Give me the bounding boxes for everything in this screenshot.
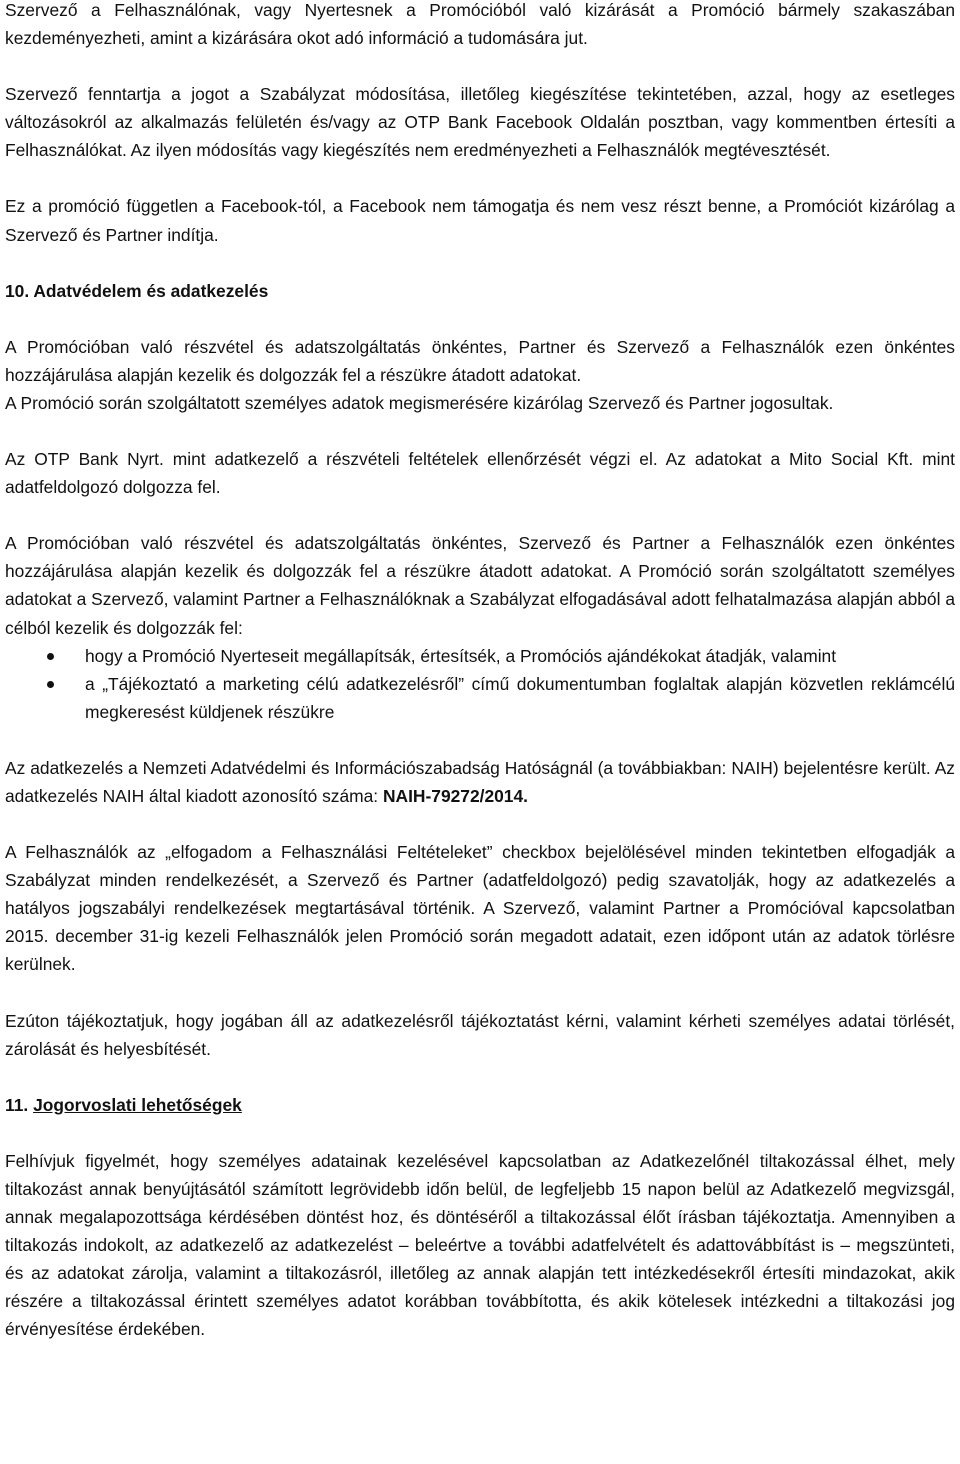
- paragraph-processing-purpose: A Promócióban való részvétel és adatszolgáltatás önkéntes, Szervező és Partner a Felhasználók ezen önkéntes hozzájárulása alapján kezelik és dolgozzák fel a részükre átadott adatokat. A Promóció során szolgáltatott személyes adatokat a Szervező, valamint Partner a Felhasználóknak a Szabályzat elfogadásával adott felhatalmazása alapján abból a célból kezelik és dolgozzák fel:: [5, 533, 955, 638]
- section-10-title: Adatvédelem és adatkezelés: [33, 280, 269, 301]
- section-11-heading: [5, 1091, 955, 1119]
- section-10-heading: [5, 277, 955, 305]
- paragraph-exclusion: Szervező a Felhasználónak, vagy Nyertesnek a Promócióból való kizárását a Promóció bármely szakaszában kezdeményezheti, amint a kizárására okot adó információ a tudomására jut.: [5, 0, 955, 49]
- paragraph-naih-registration: [5, 754, 955, 810]
- bullet-icon: [47, 681, 54, 688]
- section-10-number: 10.: [5, 280, 30, 301]
- paragraph-rule-modification: Szervező fenntartja a jogot a Szabályzat módosítása, illetőleg kiegészítése tekintetében, azzal, hogy az esetleges változásokról az alkalmazás felületén és/vagy az OTP Bank Facebook Oldalán posztban, vagy kommentben értesíti a Felhasználókat. Az ilyen módosítás vagy kiegészítés nem eredményezheti a Felhasználók megtévesztését.: [5, 84, 955, 161]
- naih-text: Az adatkezelés a Nemzeti Adatvédelmi és Információszabadság Hatóságnál (a továbbiakban: NAIH) bejelentésre került. Az adatkezelés NAIH által kiadott azonosító száma:: [5, 757, 955, 806]
- naih-id: NAIH-79272/2014.: [382, 785, 528, 806]
- bullet-icon: [47, 653, 54, 660]
- paragraph-terms-acceptance: A Felhasználók az „elfogadom a Felhasználási Feltételeket” checkbox bejelölésével minden tekintetben elfogadják a Szabályzat minden rendelkezését, a Szervező és Partner (adatfeldolgozó) pedig szavatolják, hogy az adatkezelés a hatályos jogszabályi rendelkezések megtartásával történik. A Szervező, valamint Partner a Promócióval kapcsolatban 2015. december 31-ig kezeli Felhasználók jelen Promóció során megadott adatait, ezen időpont után az adatok törlésre kerülnek.: [5, 842, 955, 975]
- paragraph-information-rights: Ezúton tájékoztatjuk, hogy jogában áll az adatkezelésről tájékoztatást kérni, valamint kérheti személyes adatai törlését, zárolását és helyesbítését.: [5, 1010, 955, 1059]
- section-11-title: Jogorvoslati lehetőségek: [33, 1094, 242, 1115]
- paragraph-data-controller: Az OTP Bank Nyrt. mint adatkezelő a részvételi feltételek ellenőrzését végzi el. Az adatokat a Mito Social Kft. mint adatfeldolgozó dolgozza fel.: [5, 449, 955, 498]
- paragraph-objection-rights: Felhívjuk figyelmét, hogy személyes adatainak kezelésével kapcsolatban az Adatkezelőnél tiltakozással élhet, mely tiltakozást annak benyújtásától számított legrövidebb időn belül, de legfeljebb 15 napon belül az Adatkezelő megvizsgál, annak megalapozottsága kérdésében döntést hoz, és döntéséről a tiltakozással élőt írásban tájékoztatja. Amennyiben a tiltakozás indokolt, az adatkezelő az adatkezelést – beleértve a további adatfelvételt és adattovábbítást is – megszünteti, és az adatokat zárolja, valamint a tiltakozásról, illetőleg az annak alapján tett intézkedésekről értesíti mindazokat, akik részére a tiltakozással érintett személyes adatot korábban továbbította, és akik kötelesek intézkedni a tiltakozási jog érvényesítése érdekében.: [5, 1150, 955, 1340]
- list-item: [5, 670, 955, 726]
- list-item-text: hogy a Promóció Nyerteseit megállapítsák, értesítsék, a Promóciós ajándékokat átadják, valamint: [85, 645, 837, 666]
- list-item-text: a „Tájékoztató a marketing célú adatkezelésről” című dokumentumban foglaltak alapján közvetlen reklámcélú megkeresést küldjenek részükre: [85, 673, 955, 722]
- section-11-number: 11.: [5, 1094, 29, 1115]
- paragraph-facebook-disclaimer: Ez a promóció független a Facebook-tól, a Facebook nem támogatja és nem vesz részt benne, a Promóciót kizárólag a Szervező és Partner indítja.: [5, 196, 955, 245]
- paragraph-data-access: A Promóció során szolgáltatott személyes adatok megismerésére kizárólag Szervező és Partner jogosultak.: [5, 392, 834, 413]
- paragraph-voluntary-participation: A Promócióban való részvétel és adatszolgáltatás önkéntes, Partner és Szervező a Felhasználók ezen önkéntes hozzájárulása alapján kezelik és dolgozzák fel a részükre átadott adatokat.: [5, 336, 955, 385]
- purpose-list: [5, 642, 955, 726]
- list-item: [5, 642, 955, 670]
